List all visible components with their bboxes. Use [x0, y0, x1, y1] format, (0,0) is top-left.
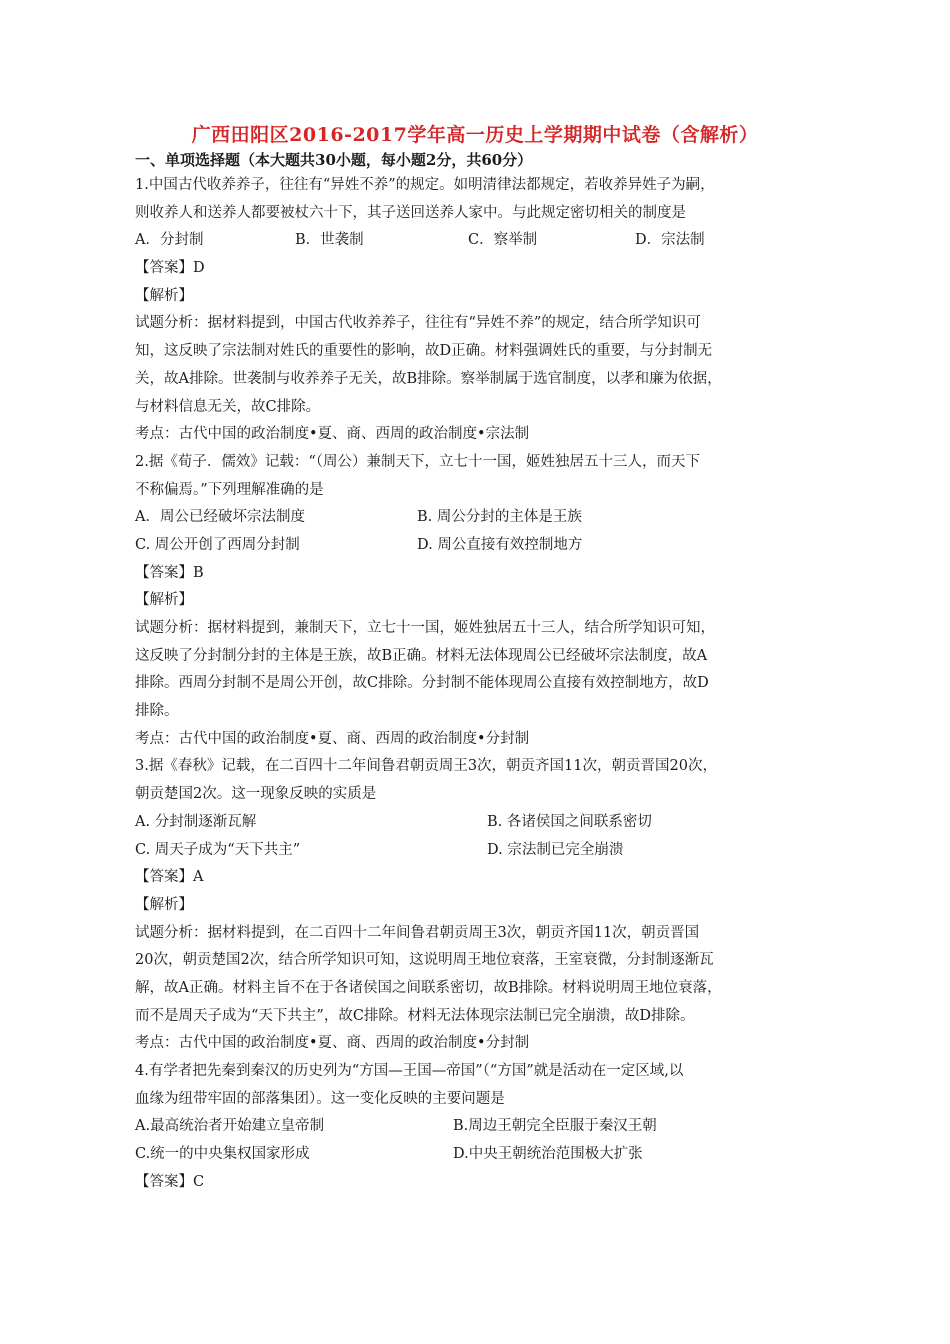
q3-stem-line: 朝贡楚国2次。这一现象反映的实质是 — [135, 786, 377, 803]
q1-options — [135, 227, 815, 255]
q2-analysis-line: 排除。 — [135, 703, 179, 720]
q1-option-a: A．分封制 — [135, 232, 204, 249]
q3-option-c: C. 周天子成为“天下共主” — [135, 841, 301, 858]
q2-stem-line: 不称偏焉。”下列理解准确的是 — [135, 481, 324, 498]
q1-analysis-label: 【解析】 — [135, 287, 193, 304]
q2-option-b: B. 周公分封的主体是王族 — [417, 509, 582, 526]
q1-option-b: B．世袭制 — [295, 232, 364, 249]
q3-answer: 【答案】A — [135, 869, 204, 886]
document-body — [135, 172, 815, 1196]
q2-analysis-line: 排除。西周分封制不是周公开创，故C排除。分封制不能体现周公直接有效控制地方，故D — [135, 675, 709, 692]
q2-options-row1 — [135, 504, 815, 532]
q2-option-c: C. 周公开创了西周分封制 — [135, 536, 300, 553]
q1-option-c: C．察举制 — [468, 232, 538, 249]
q4-option-a: A.最高统治者开始建立皇帝制 — [135, 1118, 325, 1135]
q3-option-d: D. 宗法制已完全崩溃 — [487, 841, 624, 858]
q3-options-row2 — [135, 837, 815, 865]
q1-kaodian: 考点：古代中国的政治制度•夏、商、西周的政治制度•宗法制 — [135, 426, 530, 443]
q2-option-a: A．周公已经破坏宗法制度 — [135, 509, 305, 526]
document-title: 广西田阳区2016-2017学年高一历史上学期期中试卷（含解析） — [191, 124, 759, 146]
q2-options-row2 — [135, 532, 815, 560]
q3-analysis-line: 而不是周天子成为“天下共主”，故C排除。材料无法体现宗法制已完全崩溃，故D排除。 — [135, 1007, 695, 1024]
q2-analysis-line: 试题分析：据材料提到，兼制天下，立七十一国，姬姓独居五十三人，结合所学知识可知， — [135, 620, 715, 636]
q4-option-c: C.统一的中央集权国家形成 — [135, 1146, 310, 1163]
q3-analysis-line: 试题分析：据材料提到，在二百四十二年间鲁君朝贡周王3次，朝贡齐国11次，朝贡晋国 — [135, 924, 700, 941]
q2-analysis-line: 这反映了分封制分封的主体是王族，故B正确。材料无法体现周公已经破坏宗法制度，故A — [135, 647, 708, 664]
q1-analysis-line: 知，这反映了宗法制对姓氏的重要性的影响，故D正确。材料强调姓氏的重要，与分封制无 — [135, 343, 713, 360]
q1-option-d: D．宗法制 — [635, 232, 705, 249]
q3-kaodian: 考点：古代中国的政治制度•夏、商、西周的政治制度•分封制 — [135, 1035, 530, 1052]
q2-analysis-label: 【解析】 — [135, 592, 193, 609]
q3-analysis-line: 20次，朝贡楚国2次，结合所学知识可知，这说明周王地位衰落，王室衰微，分封制逐渐瓦 — [135, 952, 714, 969]
q2-stem-line: 2.据《荀子．儒效》记载：“（周公）兼制天下，立七十一国，姬姓独居五十三人，而天下 — [135, 453, 700, 470]
q4-stem-line: 4.有学者把先秦到秦汉的历史列为“方国—王国—帝国”（“方国”就是活动在一定区域,以 — [135, 1063, 684, 1079]
q1-stem-line: 则收养人和送养人都要被杖六十下，其子送回送养人家中。与此规定密切相关的制度是 — [135, 204, 686, 221]
q3-option-a: A. 分封制逐渐瓦解 — [135, 813, 257, 830]
q4-option-b: B.周边王朝完全臣服于秦汉王朝 — [453, 1118, 657, 1135]
q3-option-b: B. 各诸侯国之间联系密切 — [487, 813, 652, 830]
q3-analysis-line: 解，故A正确。材料主旨不在于各诸侯国之间联系密切，故B排除。材料说明周王地位衰落， — [135, 979, 722, 996]
q2-answer: 【答案】B — [135, 564, 204, 581]
section-heading: 一、单项选择题（本大题共30小题，每小题2分，共60分） — [135, 151, 533, 169]
q4-options-row2 — [135, 1141, 815, 1169]
q3-analysis-label: 【解析】 — [135, 896, 193, 913]
q3-stem-line: 3.据《春秋》记载，在二百四十二年间鲁君朝贡周王3次，朝贡齐国11次，朝贡晋国20次， — [135, 758, 717, 775]
q1-stem-line: 1.中国古代收养养子，往往有“异姓不养”的规定。如明清律法都规定，若收养异姓子为嗣， — [135, 177, 715, 193]
q1-answer: 【答案】D — [135, 260, 205, 277]
q2-option-d: D. 周公直接有效控制地方 — [417, 536, 583, 553]
q2-kaodian: 考点：古代中国的政治制度•夏、商、西周的政治制度•分封制 — [135, 730, 530, 747]
q1-analysis-line: 试题分析：据材料提到，中国古代收养养子，往往有“异姓不养”的规定，结合所学知识可 — [135, 315, 701, 332]
q4-options-row1 — [135, 1113, 815, 1141]
q4-stem-line: 血缘为纽带牢固的部落集团）。这一变化反映的主要问题是 — [135, 1090, 505, 1107]
q3-options-row1 — [135, 809, 815, 837]
q1-analysis-line: 与材料信息无关，故C排除。 — [135, 398, 321, 415]
q1-analysis-line: 关，故A排除。世袭制与收养养子无关，故B排除。察举制属于选官制度，以孝和廉为依据， — [135, 370, 722, 387]
q4-option-d: D.中央王朝统治范围极大扩张 — [453, 1146, 643, 1163]
q4-answer: 【答案】C — [135, 1173, 205, 1190]
